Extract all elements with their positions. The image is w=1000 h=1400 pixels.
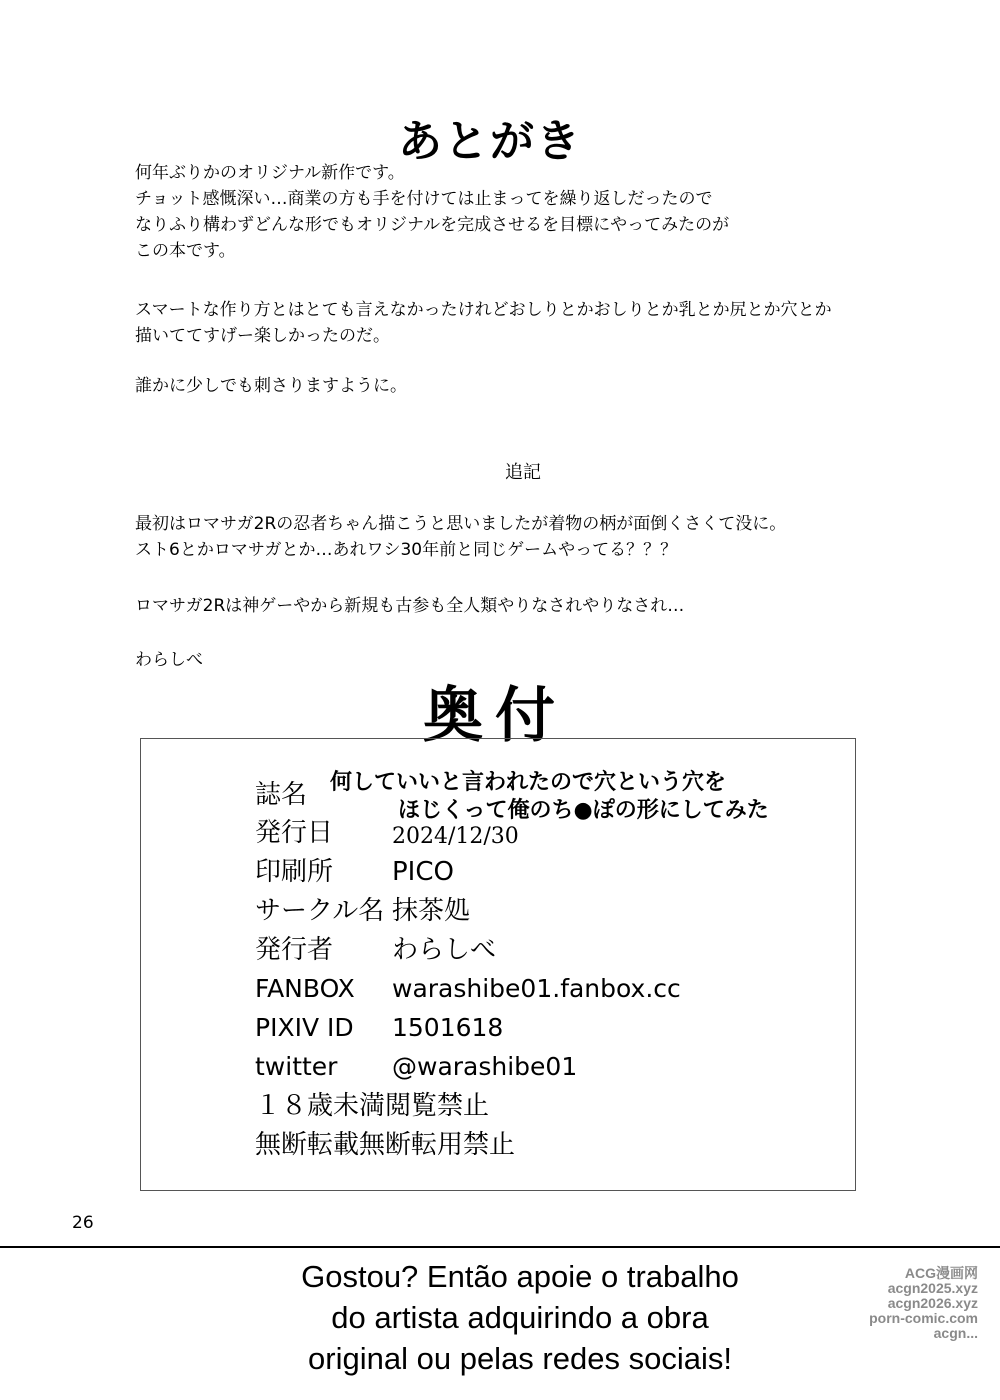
- site-watermark: ACG漫画网 acgn2025.xyz acgn2026.xyz porn-comic.com acgn...: [869, 1265, 978, 1341]
- publisher-label: 発行者: [255, 935, 334, 965]
- pixiv-label: PIXIV ID: [255, 1013, 354, 1042]
- circle-label: サークル名: [255, 896, 385, 926]
- age-restriction-notice: １８歳未満閲覧禁止: [255, 1091, 490, 1121]
- date-value: 2024/12/30: [392, 824, 519, 849]
- circle-value: 抹茶処: [392, 896, 471, 926]
- twitter-label: twitter: [255, 1052, 338, 1081]
- divider: [0, 1246, 1000, 1248]
- page-number: 26: [72, 1213, 94, 1233]
- fanbox-value: warashibe01.fanbox.cc: [392, 974, 681, 1003]
- postscript-title: 追記: [505, 462, 541, 483]
- date-label: 発行日: [255, 818, 334, 848]
- afterword-paragraph: スマートな作り方とはとても言えなかったけれどおしりとかおしりとか乳とか尻とか穴とか 描いててすげー楽しかったのだ。: [135, 300, 832, 346]
- postscript-paragraph: ロマサガ2Rは神ゲーやから新規も古参も全人類やりなされやりなされ…: [135, 596, 685, 616]
- afterword-paragraph: 誰かに少しでも刺さりますように。: [135, 376, 407, 396]
- printer-value: PICO: [392, 857, 454, 887]
- pixiv-value: 1501618: [392, 1013, 504, 1042]
- author-signature: わらしべ: [135, 650, 203, 670]
- colophon-title: 奥付: [423, 681, 567, 751]
- support-artist-notice: Gostou? Então apoie o trabalho do artista adquirindo a obra original ou pelas redes sociais!: [301, 1259, 739, 1376]
- book-title-line: 何していいと言われたので穴という穴を: [330, 770, 727, 795]
- printer-label: 印刷所: [255, 857, 334, 887]
- book-title-line: ほじくって俺のち●ぽの形にしてみた: [398, 798, 769, 823]
- afterword-paragraph: 何年ぶりかのオリジナル新作です。 チョット感慨深い…商業の方も手を付けては止まってを繰り返しだったので なりふり構わずどんな形でもオリジナルを完成させるを目標にやってみたのが この本です。: [135, 163, 730, 261]
- postscript-paragraph: 最初はロマサガ2Rの忍者ちゃん描こうと思いましたが着物の柄が面倒くさくて没に。 スト6とかロマサガとか…あれワシ30年前と同じゲームやってる？？？: [135, 514, 787, 560]
- twitter-value: @warashibe01: [392, 1052, 578, 1081]
- afterword-title: あとがき: [398, 116, 582, 167]
- book-title-label: 誌名: [255, 780, 308, 810]
- publisher-value: わらしべ: [392, 935, 497, 965]
- fanbox-label: FANBOX: [255, 974, 355, 1003]
- copyright-notice: 無断転載無断転用禁止: [255, 1130, 516, 1160]
